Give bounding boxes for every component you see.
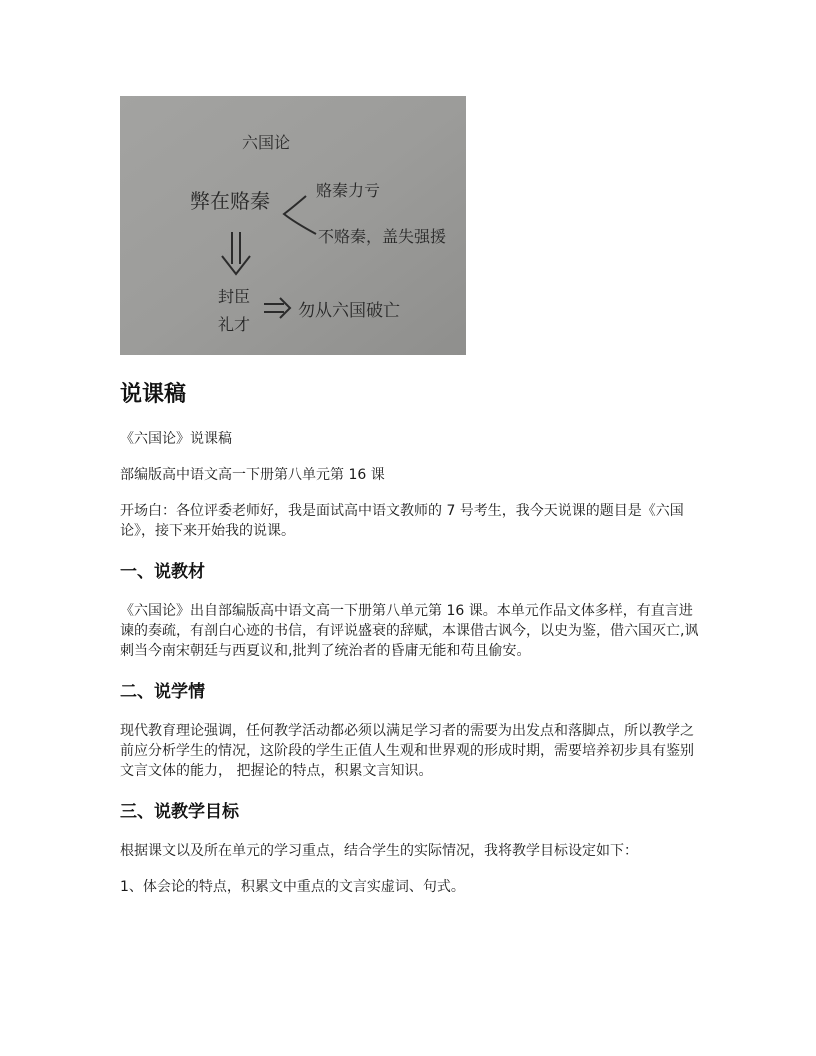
section-body-students: 现代教育理论强调，任何教学活动都必须以满足学习者的需要为出发点和落脚点，所以教学之前应分析学生的情况，这阶段的学生正值人生观和世界观的形成时期，需要培养初步具有鉴别文言文体的能力， 把握论的特点，积累文言知识。: [120, 723, 694, 779]
photo-title: 六国论: [242, 133, 291, 152]
photo-branch-bottom: 不赂秦，盖失强援: [318, 227, 447, 246]
course-info: 部编版高中语文高一下册第八单元第 16 课: [120, 467, 385, 483]
goal-item-1: 1、体会论的特点，积累文中重点的文言实虚词、句式。: [120, 879, 465, 895]
section-intro-goals: 根据课文以及所在单元的学习重点，结合学生的实际情况，我将教学目标设定如下：: [120, 843, 638, 859]
section-body-materials: 《六国论》出自部编版高中语文高一下册第八单元第 16 课。本单元作品文体多样，有直言进谏的奏疏，有剖白心迹的书信，有评说盛衰的辞赋，本课借古讽今，以史为鉴，借六国灭亡,讽刺当今南宋朝廷与西夏议和,批判了统治者的昏庸无能和苟且偷安。: [120, 603, 699, 659]
opening-paragraph: 开场白：各位评委老师好，我是面试高中语文教师的 7 号考生，我今天说课的题目是《六国论》，接下来开始我的说课。: [120, 503, 684, 539]
paper-background: [120, 96, 466, 355]
photo-branch-top: 赂秦力亏: [316, 181, 381, 200]
photo-bottom-right: 勿从六国破亡: [298, 301, 400, 321]
document-page: [120, 96, 700, 897]
section-title-goals: 三、说教学目标: [120, 802, 239, 822]
document-subtitle: 《六国论》说课稿: [120, 431, 232, 447]
photo-bottom-left-1: 封臣: [218, 287, 251, 306]
photo-left-text: 弊在赂秦: [190, 189, 270, 213]
document-heading: 说课稿: [120, 382, 187, 407]
photo-bottom-left-2: 礼才: [218, 315, 251, 334]
section-title-students: 二、说学情: [120, 682, 205, 702]
section-title-materials: 一、说教材: [120, 562, 205, 582]
handwritten-note-photo: [120, 96, 466, 355]
